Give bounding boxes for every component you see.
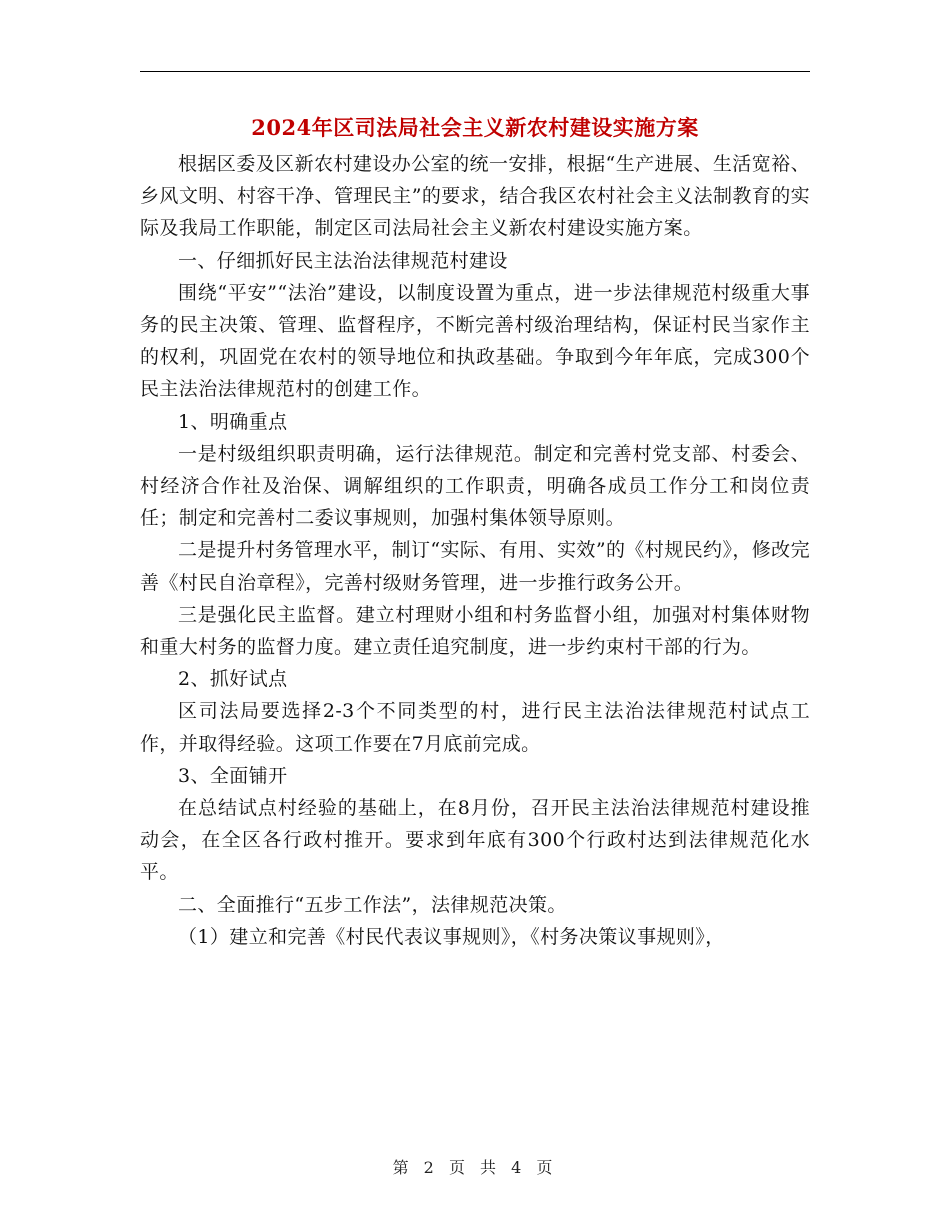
document-title: 2024年区司法局社会主义新农村建设实施方案 <box>251 115 699 140</box>
paragraph-section-1: 围绕“平安”“法治”建设，以制度设置为重点，进一步法律规范村级重大事务的民主决策、管理、监督程序，不断完善村级治理结构，保证村民当家作主的权利，巩固党在农村的领导地位和执政基础。争取到今年年底，完成300个民主法治法律规范村的创建工作。 <box>140 281 810 401</box>
section-heading-2: 二、全面推行“五步工作法”，法律规范决策。 <box>178 893 567 916</box>
paragraph-point-1: 一是村级组织职责明确，运行法律规范。制定和完善村党支部、村委会、村经济合作社及治保、调解组织的工作职责，明确各成员工作分工和岗位责任；制定和完善村二委议事规则，加强村集体领导原则。 <box>140 442 810 530</box>
header-rule <box>140 71 810 72</box>
paragraph-point-3: 三是强化民主监督。建立村理财小组和村务监督小组，加强对村集体财物和重大村务的监督力度。建立责任追究制度，进一步约束村干部的行为。 <box>140 603 810 659</box>
paragraph-pilot: 区司法局要选择2-3个不同类型的村，进行民主法治法律规范村试点工作，并取得经验。这项工作要在7月底前完成。 <box>140 700 810 755</box>
paragraph-item-1: （1）建立和完善《村民代表议事规则》，《村务决策议事规则》， <box>178 925 725 948</box>
subheading-pilot: 2、抓好试点 <box>178 668 288 691</box>
section-heading-1: 一、仔细抓好民主法治法律规范村建设 <box>178 249 508 272</box>
paragraph-point-2: 二是提升村务管理水平，制订“实际、有用、实效”的《村规民约》，修改完善《村民自治章程》，完善村级财务管理，进一步推行政务公开。 <box>140 539 810 594</box>
paragraph-rollout: 在总结试点村经验的基础上，在8月份，召开民主法治法律规范村建设推动会，在全区各行政村推开。要求到年底有300个行政村达到法律规范化水平。 <box>140 797 810 884</box>
document-body <box>140 148 810 953</box>
subheading-rollout: 3、全面铺开 <box>178 764 288 787</box>
page-number-footer: 第 2 页 共 4 页 <box>392 1158 558 1177</box>
subheading-key-points: 1、明确重点 <box>178 410 288 433</box>
paragraph-intro: 根据区委及区新农村建设办公室的统一安排，根据“生产进展、生活宽裕、乡风文明、村容干净、管理民主”的要求，结合我区农村社会主义法制教育的实际及我局工作职能，制定区司法局社会主义新农村建设实施方案。 <box>140 153 810 240</box>
